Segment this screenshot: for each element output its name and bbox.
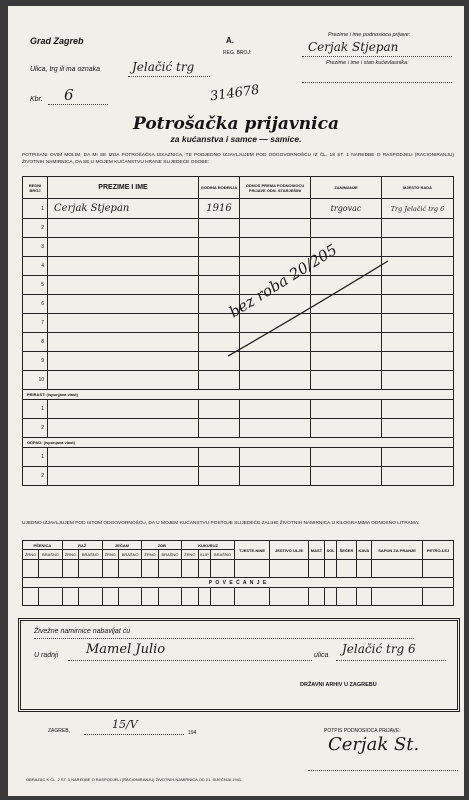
col-header-occupation: ZANIMANJE [311, 177, 382, 199]
stock-group: PŠENICA [23, 541, 63, 550]
stock-sub: ŽRNO [62, 550, 78, 560]
col-header-year: GODINA ROĐENJA [199, 177, 240, 199]
letter-a: A. [226, 36, 234, 45]
stock-col: KAVA [356, 541, 371, 560]
stock-sub: KLIP [198, 550, 211, 560]
table-row [23, 238, 454, 257]
stock-col: ŠEĆER [337, 541, 356, 560]
food-label: Živežne namirnice nabavljat ću [34, 628, 131, 635]
stock-col: TJESTE-NINE [234, 541, 270, 560]
street-label: Ulica, trg ili ina oznaka [30, 66, 101, 73]
stock-col: JESTIVO ULJE [270, 541, 308, 560]
row-number: 10 [23, 371, 48, 390]
signature-label: POTPIS PODNOSIOCA PRIJAVE: [324, 728, 401, 734]
stock-group: ZOB [142, 541, 182, 550]
stock-col: MAST [308, 541, 324, 560]
row-number: 2 [23, 419, 48, 438]
legal-note: OBRAZAC K ČL. 2 ST. 3 NAREDBE O RASPODJELI (RACIONIRANJU) ŽIVOTNIH NAMIRNICA OD 21. SIJEČNJA 1941. [26, 777, 243, 782]
stock-col: PETRO-LEJ [423, 541, 454, 560]
member-workplace: Trg Jelačić trg 6 [382, 199, 454, 219]
shop-line [68, 660, 312, 661]
table-row [23, 400, 454, 419]
member-relation [240, 199, 311, 219]
stock-sub: BRAŠNO [39, 550, 63, 560]
col-header-name: PREZIME I IME [48, 177, 199, 199]
signature-value: Cerjak St. [328, 734, 420, 755]
row-number: 7 [23, 314, 48, 333]
table-row [23, 199, 454, 219]
row-number: 1 [23, 400, 48, 419]
col-header-workplace: MJESTO RADA [382, 177, 454, 199]
table-row [23, 419, 454, 438]
house-value: 6 [64, 86, 74, 104]
date-line [84, 734, 184, 735]
applicant-label: Prezime i ime podnosioca prijave: [328, 32, 411, 38]
member-year: 1916 [199, 199, 240, 219]
stock-sub: BRAŠNO [118, 550, 142, 560]
shop-street-value: Jelačić trg 6 [342, 642, 416, 656]
stock-sub: BRAŠNO [158, 550, 182, 560]
stock-col: SOL [325, 541, 337, 560]
street-value: Jelačić trg [132, 60, 195, 74]
address-label: Prezime i ime i stan kućevlasnika: [326, 60, 409, 66]
stock-text: UJEDNO IZJAVLJUJEM POD ISTOM ODGOVORNOŠĆU, DA U MOJEM KUĆANSTVU POSTOJE SLIJEDEĆE ZALIHE ŽIVOTNIH NAMIRNICA U KILOGRAMIMA ODNOSNO LITRAMA: [22, 521, 420, 526]
stock-sub: ŽRNO [23, 550, 39, 560]
col-header-relation: ODNOS PREMA PODNOSIOCU PRIJAVE ODN. STARJEŠINI [240, 177, 311, 199]
address-line [302, 82, 452, 83]
stock-table [22, 540, 454, 606]
stamped-number: 314678 [209, 82, 261, 105]
document-page [8, 6, 464, 796]
row-number: 9 [23, 352, 48, 371]
stock-row [23, 560, 454, 578]
table-row [23, 371, 454, 390]
stock-increase-label: P O V E Ć A N J E [23, 578, 454, 588]
row-number: 4 [23, 257, 48, 276]
city-label: Grad Zagreb [30, 36, 84, 46]
decrease-label: ODPAD: (ispunjava vlast) [23, 438, 454, 448]
row-number: 1 [23, 199, 48, 219]
stock-group: JEČAM [102, 541, 142, 550]
shop-value: Mamel Julio [86, 642, 166, 657]
form-subtitle: za kućanstva i samce — samice. [170, 134, 302, 144]
archive-stamp: DRŽAVNI ARHIV U ZAGREBU [300, 682, 377, 688]
form-title: Potrošačka prijavnica [133, 114, 339, 134]
row-number: 2 [23, 467, 48, 486]
reg-label: REG. BROJ: [223, 50, 252, 56]
table-row [23, 448, 454, 467]
house-label: Kbr. [30, 96, 43, 103]
intro-text: POTPISANI OVIM MOLIM, DA MI SE IZDA POTROŠAČKA ISKAZNICA, TE PODJEDNO IZJAVLJUJEM POD ODGOVORNOŠĆU IZ ČL. 18 ST. 1 NAREDBE O RASPODJELI (RACIONIRANJU) ŽIVOTNIH NAMIRNICA, DA SE U MOJEM KUĆANSTVU HRANE SLIJEDEĆE OSOBE: [22, 153, 454, 165]
row-number: 5 [23, 276, 48, 295]
row-number: 2 [23, 219, 48, 238]
footer-city: ZAGREB, [48, 728, 70, 734]
applicant-value: Cerjak Stjepan [308, 40, 399, 54]
signature-line [308, 770, 458, 771]
row-number: 6 [23, 295, 48, 314]
stock-sub: BRAŠNO [79, 550, 103, 560]
member-occupation: trgovac [311, 199, 382, 219]
row-number: 3 [23, 238, 48, 257]
stock-row [23, 588, 454, 606]
col-header-number: REDNI BROJ [23, 177, 48, 199]
footer-date: 15/V [112, 718, 138, 731]
increase-label: PRIRAST: (ispunjava vlast) [23, 390, 454, 400]
house-line [48, 104, 108, 105]
table-row [23, 219, 454, 238]
stock-sub: ŽRNO [102, 550, 118, 560]
row-number: 8 [23, 333, 48, 352]
stock-sub: BRAŠNO [211, 550, 235, 560]
crossed-note: bez roba 20/205 [226, 240, 341, 322]
stock-col: SAPUN ZA PRANJE [372, 541, 423, 560]
stock-group: KUKURUZ [182, 541, 235, 550]
stock-sub: ŽRNO [182, 550, 198, 560]
stock-group: RAŽ [62, 541, 102, 550]
year-suffix: 194 [188, 730, 197, 736]
street-label-2: ulica [314, 652, 329, 659]
food-line [34, 638, 414, 639]
applicant-line [302, 56, 452, 57]
table-row [23, 467, 454, 486]
shop-street-line [336, 660, 446, 661]
shop-label: U radnji [34, 652, 59, 659]
member-name: Cerjak Stjepan [48, 199, 199, 219]
street-line [128, 76, 210, 77]
stock-sub: ŽRNO [142, 550, 158, 560]
row-number: 1 [23, 448, 48, 467]
